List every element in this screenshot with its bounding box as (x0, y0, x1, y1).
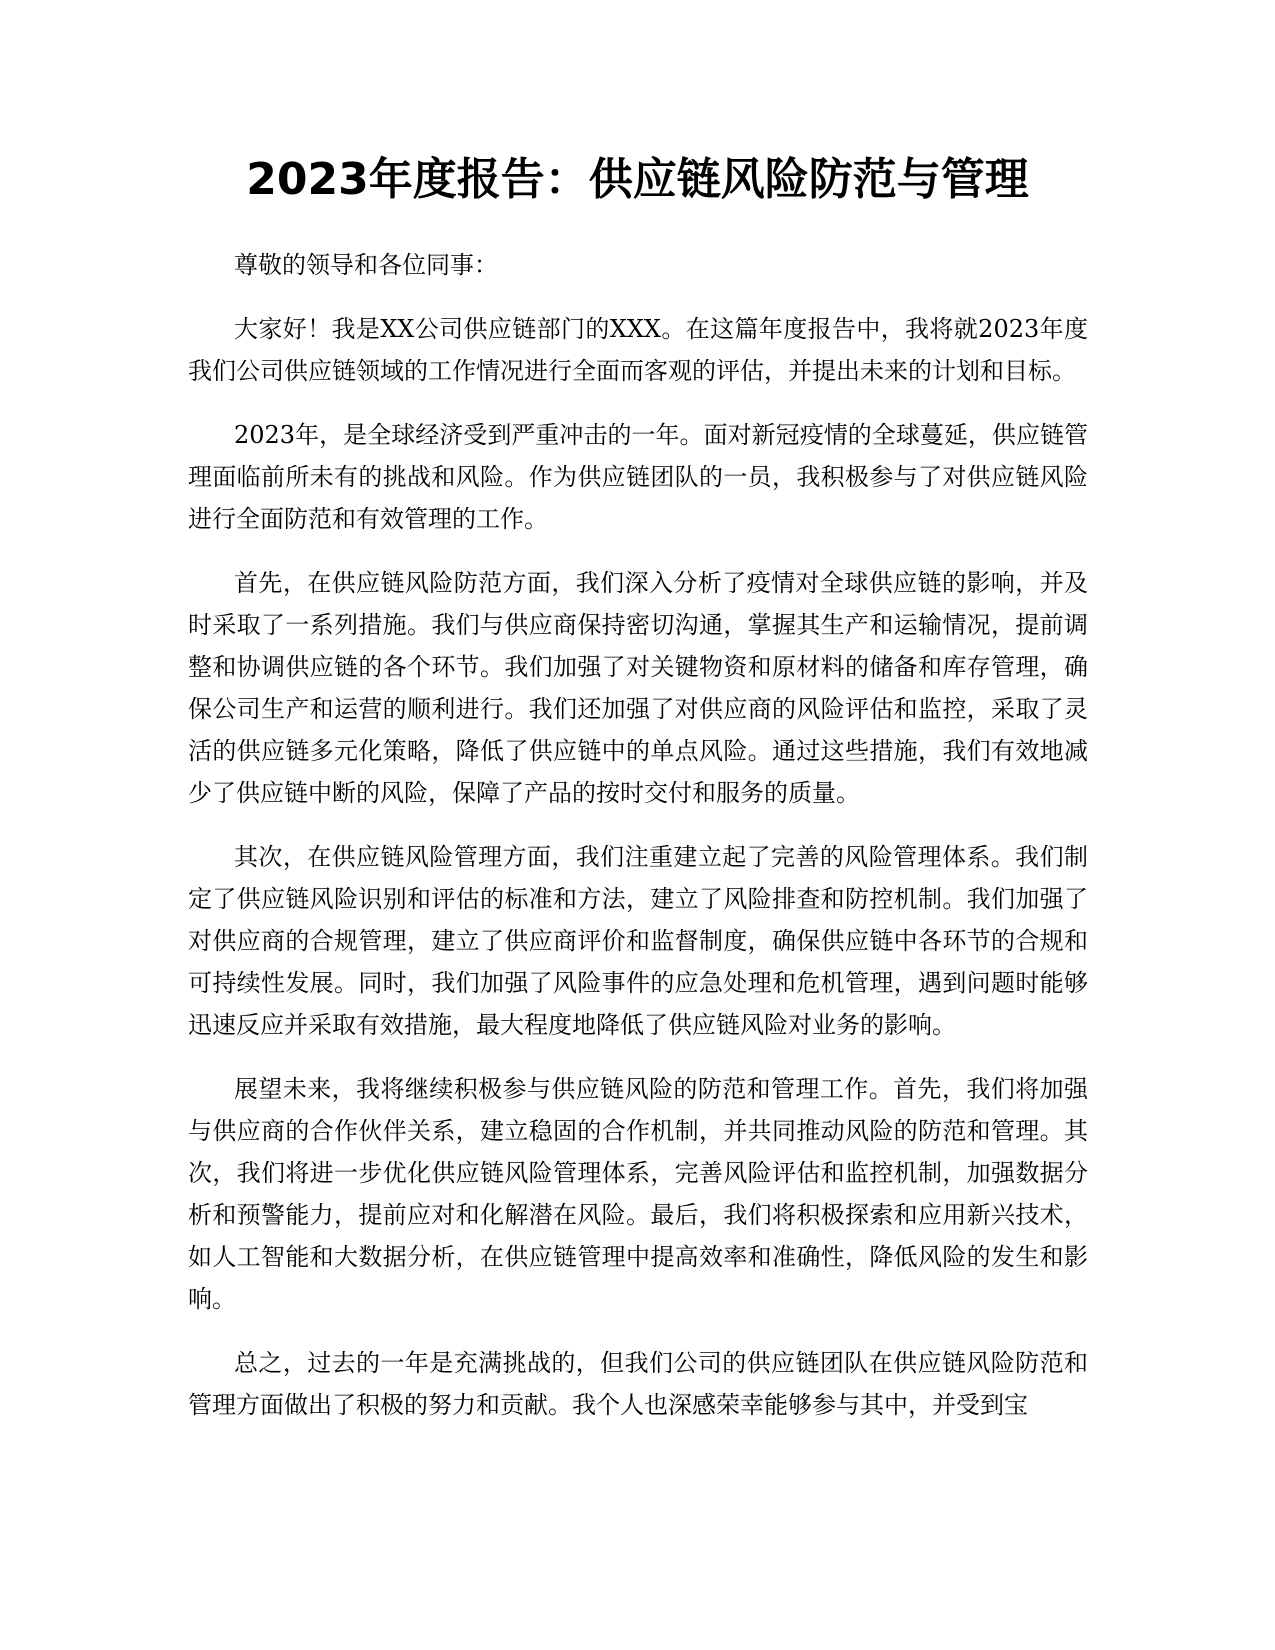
outlook-paragraph: 展望未来，我将继续积极参与供应链风险的防范和管理工作。首先，我们将加强与供应商的合作伙伴关系，建立稳固的合作机制，并共同推动风险的防范和管理。其次，我们将进一步优化供应链风险管理体系，完善风险评估和监控机制，加强数据分析和预警能力，提前应对和化解潜在风险。最后，我们将积极探索和应用新兴技术，如人工智能和大数据分析，在供应链管理中提高效率和准确性，降低风险的发生和影响。 (188, 1075, 1088, 1313)
intro-paragraph: 大家好！我是XX公司供应链部门的XXX。在这篇年度报告中，我将就2023年度我们公司供应链领域的工作情况进行全面而客观的评估，并提出未来的计划和目标。 (188, 315, 1088, 385)
conclusion-paragraph: 总之，过去的一年是充满挑战的，但我们公司的供应链团队在供应链风险防范和管理方面做出了积极的努力和贡献。我个人也深感荣幸能够参与其中，并受到宝 (188, 1349, 1088, 1419)
risk-management-paragraph: 其次，在供应链风险管理方面，我们注重建立起了完善的风险管理体系。我们制定了供应链风险识别和评估的标准和方法，建立了风险排查和防控机制。我们加强了对供应商的合规管理，建立了供应商评价和监督制度，确保供应链中各环节的合规和可持续性发展。同时，我们加强了风险事件的应急处理和危机管理，遇到问题时能够迅速反应并采取有效措施，最大程度地降低了供应链风险对业务的影响。 (188, 843, 1088, 1039)
risk-prevention-paragraph: 首先，在供应链风险防范方面，我们深入分析了疫情对全球供应链的影响，并及时采取了一系列措施。我们与供应商保持密切沟通，掌握其生产和运输情况，提前调整和协调供应链的各个环节。我们加强了对关键物资和原材料的储备和库存管理，确保公司生产和运营的顺利进行。我们还加强了对供应商的风险评估和监控，采取了灵活的供应链多元化策略，降低了供应链中的单点风险。通过这些措施，我们有效地减少了供应链中断的风险，保障了产品的按时交付和服务的质量。 (188, 569, 1088, 807)
document-title: 2023年度报告：供应链风险防范与管理 (246, 154, 1029, 205)
salutation-paragraph: 尊敬的领导和各位同事： (234, 251, 498, 279)
document-body (188, 244, 1088, 1448)
background-paragraph: 2023年，是全球经济受到严重冲击的一年。面对新冠疫情的全球蔓延，供应链管理面临前所未有的挑战和风险。作为供应链团队的一员，我积极参与了对供应链风险进行全面防范和有效管理的工作。 (188, 421, 1088, 533)
